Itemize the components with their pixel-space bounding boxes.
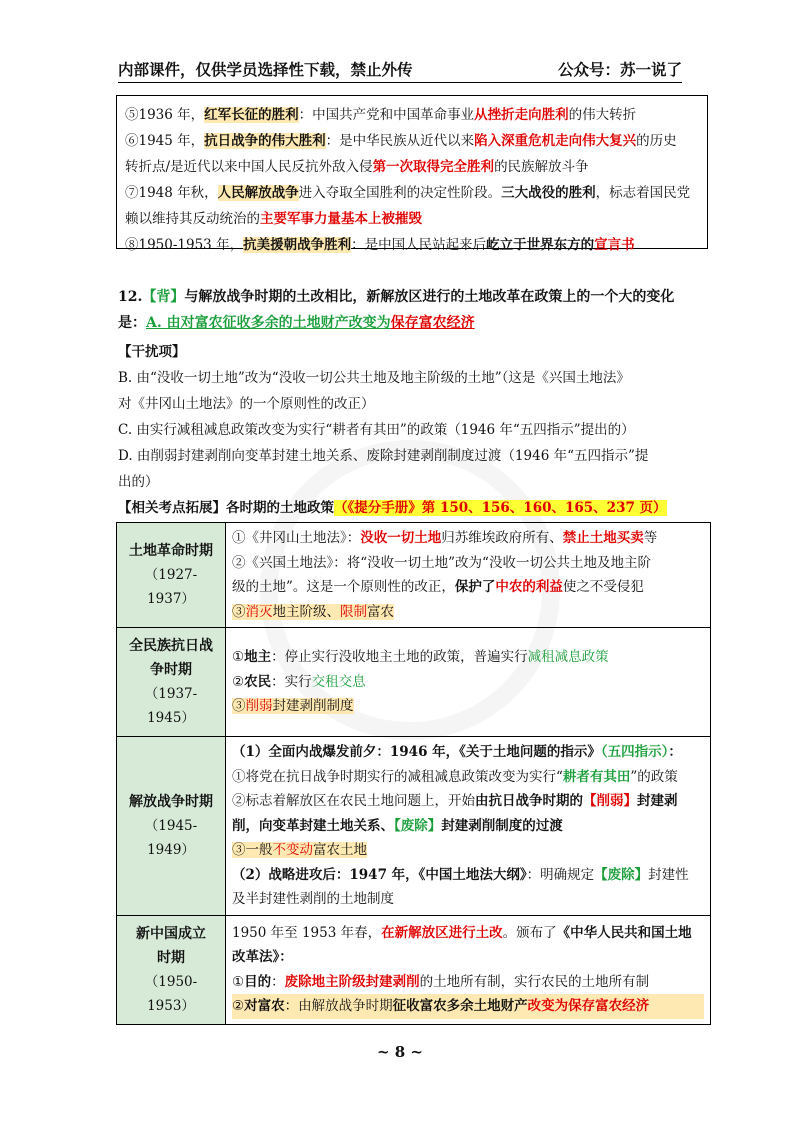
period-cell: 新中国成立 时期 （1950- 1953） [117, 915, 226, 1024]
table-row [117, 523, 711, 628]
distractors: 【干扰项】 B. 由“没收一切土地”改为“没收一切公共土地及地主阶级的土地”（这是《兴国土地法》 对《井冈山土地法》的一个原则性的改正） C. 由实行减租减息政策改变为实行“耕者有其田”的政策（1946 年“五四指示”提出的） D. 由削弱封建剥削向变革封建土地关系、废除封建剥削制度过渡（1946 年“五四指示”提 出的） 【相关考点拓展】各时期的土地政策（《提分手册》第 150、156、160、165、237 页） [118, 339, 698, 521]
distractor-d: D. 由削弱封建剥削向变革封建土地关系、废除封建剥削制度过渡（1946 年“五四指示”提 [118, 448, 649, 464]
distractor-c: C. 由实行减租减息政策改变为实行“耕者有其田”的政策（1946 年“五四指示”提出的） [118, 422, 635, 438]
policy-cell: 1950 年至 1953 年春，在新解放区进行土改。颁布了《中华人民共和国土地 改革法》： ①目的：废除地主阶级封建剥削的土地所有制，实行农民的土地所有制 ②对富农：由解放战争时期征收富农多余土地财产改变为保存富农经济 [226, 915, 711, 1024]
answer-highlight: 保存富农经济 [390, 315, 475, 331]
period-cell: 解放战争时期 （1945- 1949） [117, 737, 226, 916]
extension-title: 【相关考点拓展】各时期的土地政策（《提分手册》第 150、156、160、165、237 页） [118, 500, 667, 516]
key-events-box [116, 95, 708, 253]
table-row [117, 915, 711, 1024]
header-account: 公众号：苏一说了 [557, 60, 682, 79]
event-line-1948-cont: 赖以维持其反动统治的主要军事力量基本上被摧毁 [125, 211, 422, 227]
land-policy-table [116, 522, 711, 1025]
period-cell: 土地革命时期 （1927- 1937） [117, 523, 226, 628]
answer-text: A. 由对富农征收多余的土地财产改变为 [146, 315, 391, 331]
policy-cell: ①《井冈山土地法》：没收一切土地归苏维埃政府所有、禁止土地买卖等 ②《兴国土地法》：将“没收一切土地”改为“没收一切公共土地及地主阶 级的土地”。这是一个原则性的改正，保护了中农的利益使之不受侵犯 ③消灭地主阶级、限制富农 [226, 523, 711, 628]
table-row [117, 628, 711, 737]
event-line-1950: ⑧1950-1953 年，抗美援朝战争胜利：是中国人民站起来后屹立于世界东方的宣言书 [125, 237, 635, 253]
event-line-1936: ⑤1936 年，红军长征的胜利：中国共产党和中国革命事业从挫折走向胜利的伟大转折 [125, 107, 637, 123]
header-notice: 内部课件，仅供学员选择性下载，禁止外传 [118, 60, 413, 79]
handbook-reference: （《提分手册》第 150、156、160、165、237 页） [334, 500, 667, 516]
event-line-1948: ⑦1948 年秋，人民解放战争进入夺取全国胜利的决定性阶段。三大战役的胜利，标志着国民党 [125, 185, 691, 201]
recite-tag: 【背】 [142, 289, 185, 305]
event-line-1945-cont: 转折点/是近代以来中国人民反抗外敌入侵第一次取得完全胜利的民族解放斗争 [125, 159, 589, 175]
period-cell: 全民族抗日战 争时期 （1937- 1945） [117, 628, 226, 737]
question-stem: 与解放战争时期的土改相比，新解放区进行的土地改革在政策上的一个大的变化 [184, 289, 675, 305]
policy-cell: ①地主：停止实行没收地主土地的政策，普遍实行减租减息政策 ②农民：实行交租交息 ③削弱封建剥削制度 [226, 628, 711, 737]
table-row [117, 737, 711, 916]
question-number: 12. [118, 289, 143, 305]
event-line-1945: ⑥1945 年，抗日战争的伟大胜利：是中华民族从近代以来陷入深重危机走向伟大复兴的历史 [125, 133, 677, 149]
distractor-b: B. 由“没收一切土地”改为“没收一切公共土地及地主阶级的土地”（这是《兴国土地法》 [118, 370, 630, 386]
question-12: 12.【背】与解放战争时期的土改相比，新解放区进行的土地改革在政策上的一个大的变化 是：A. 由对富农征收多余的土地财产改变为保存富农经济 [118, 289, 675, 331]
page-header [118, 58, 682, 83]
policy-cell: （1）全面内战爆发前夕：1946 年，《关于土地问题的指示》（五四指示）： ①将党在抗日战争时期实行的减租减息政策改变为实行“耕者有其田”的政策 ②标志着解放区在农民土地问题上，开始由抗日战争时期的【削弱】封建剥 削，向变革封建土地关系、【废除】封建剥削制度的过渡 ③一般不变动富农土地 （2）战略进攻后：1947 年，《中国土地法大纲》：明确规定【废除】封建性 及半封建性剥削的土地制度 [226, 737, 711, 916]
distractors-title: 【干扰项】 [118, 344, 186, 360]
page-number: ~ 8 ~ [376, 1043, 424, 1061]
